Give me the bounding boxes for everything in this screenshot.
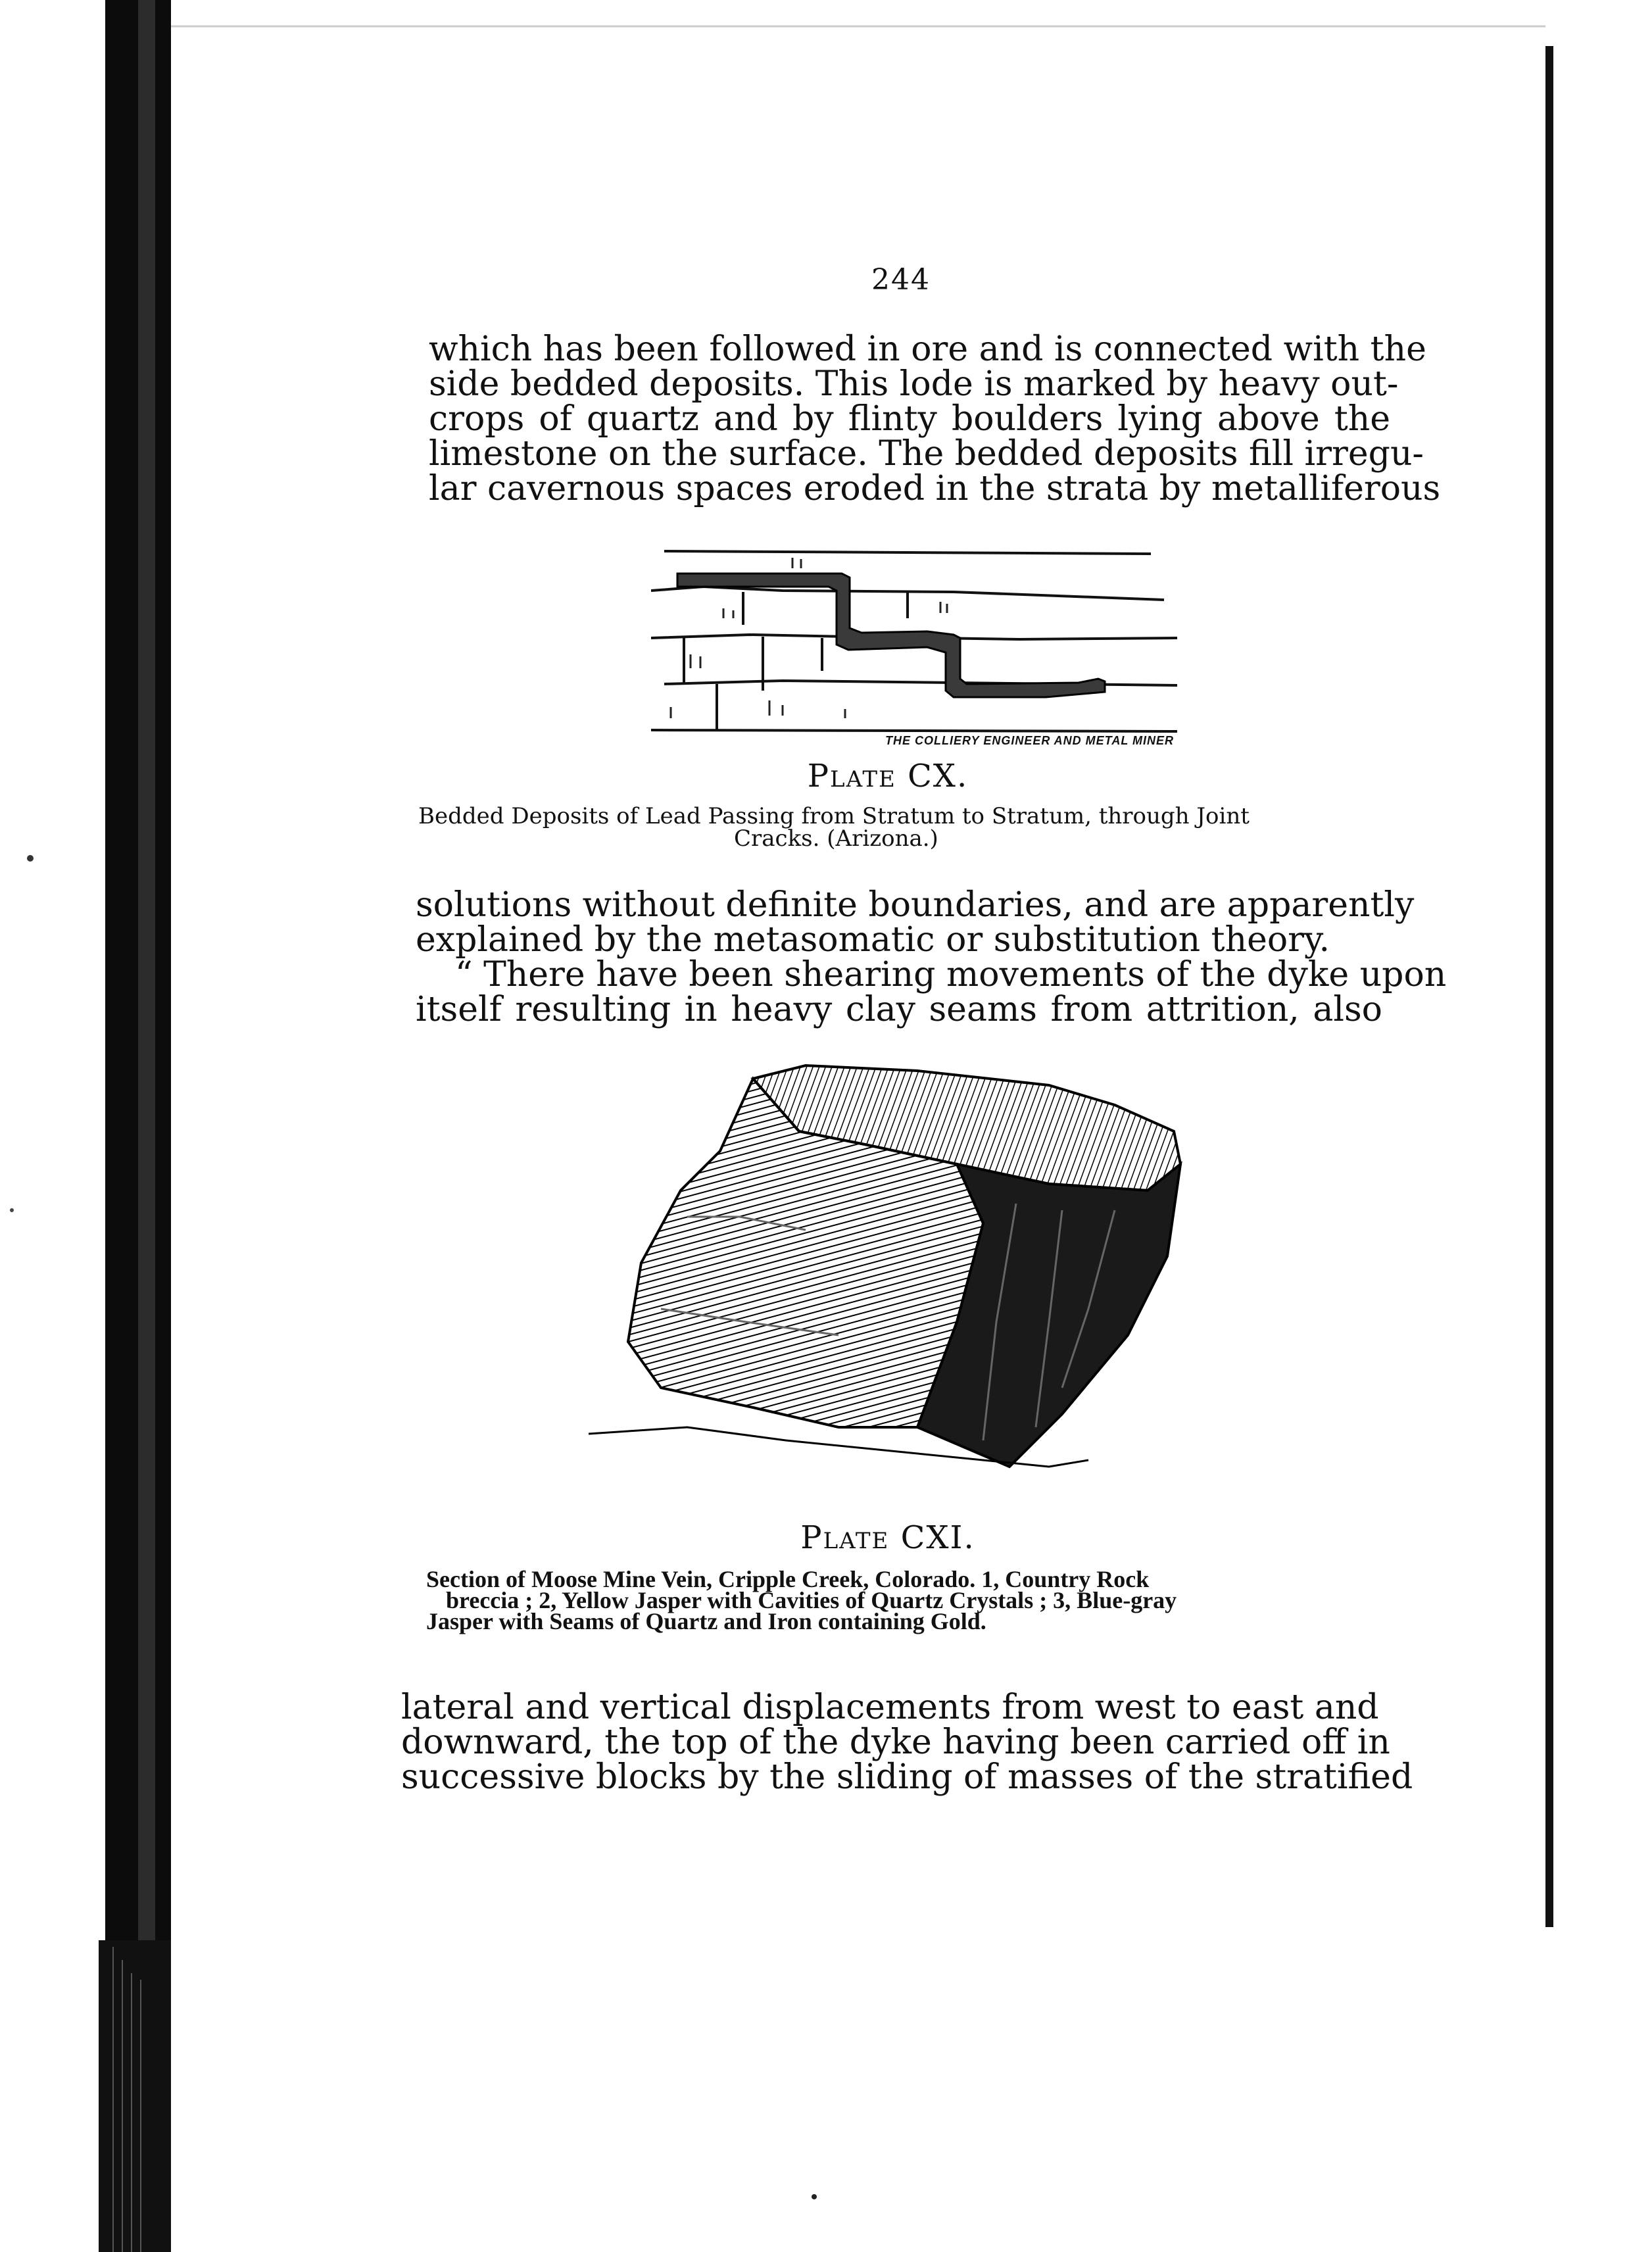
- plate-cx-credit: THE COLLIERY ENGINEER AND METAL MINER: [885, 734, 1174, 747]
- text-line: explained by the metasomatic or substitution theory.: [416, 920, 1330, 960]
- text-line: crops of quartz and by flinty boulders lying above the: [429, 399, 1390, 439]
- plate-cxi-caption: [426, 1566, 1373, 1634]
- facing-page-edge: [1545, 46, 1553, 1927]
- plate-cx-caption: [418, 805, 1385, 850]
- text-line: solutions without definite boundaries, and are apparently: [416, 885, 1415, 925]
- text-line: “ There have been shearing movements of the dyke upon: [455, 955, 1447, 994]
- paragraph-3: [401, 1688, 1413, 1797]
- text-line: successive blocks by the sliding of masses of the stratified: [401, 1757, 1413, 1797]
- caption-line: Bedded Deposits of Lead Passing from Stratum to Stratum, through Joint: [418, 803, 1250, 829]
- plate-cxi-illustration: [589, 1059, 1220, 1493]
- text-line: lar cavernous spaces eroded in the strata by metalliferous: [429, 469, 1441, 508]
- text-line: side bedded deposits. This lode is marked by heavy out-: [429, 364, 1399, 404]
- caption-line: Section of Moose Mine Vein, Cripple Creek, Colorado. 1, Country Rock: [426, 1566, 1150, 1592]
- paragraph-2: [416, 885, 1447, 1029]
- caption-line: breccia ; 2, Yellow Jasper with Cavities of Quartz Crystals ; 3, Blue-gray: [446, 1587, 1177, 1613]
- text-line: limestone on the surface. The bedded deposits fill irregu-: [429, 434, 1424, 474]
- text-line: itself resulting in heavy clay seams from attrition, also: [416, 990, 1382, 1029]
- caption-line: Jasper with Seams of Quartz and Iron containing Gold.: [426, 1608, 986, 1634]
- text-line: lateral and vertical displacements from west to east and: [401, 1688, 1379, 1727]
- page-number: 244: [871, 263, 931, 297]
- paragraph-1: [429, 330, 1441, 508]
- text-line: which has been followed in ore and is connected with the: [429, 330, 1426, 369]
- plate-cx-illustration: [651, 539, 1190, 750]
- text-line: downward, the top of the dyke having been carried off in: [401, 1723, 1390, 1762]
- plate-cx-title: Plate CX.: [807, 758, 969, 795]
- plate-cxi-title: Plate CXI.: [800, 1519, 975, 1556]
- caption-line: Cracks. (Arizona.): [734, 825, 938, 852]
